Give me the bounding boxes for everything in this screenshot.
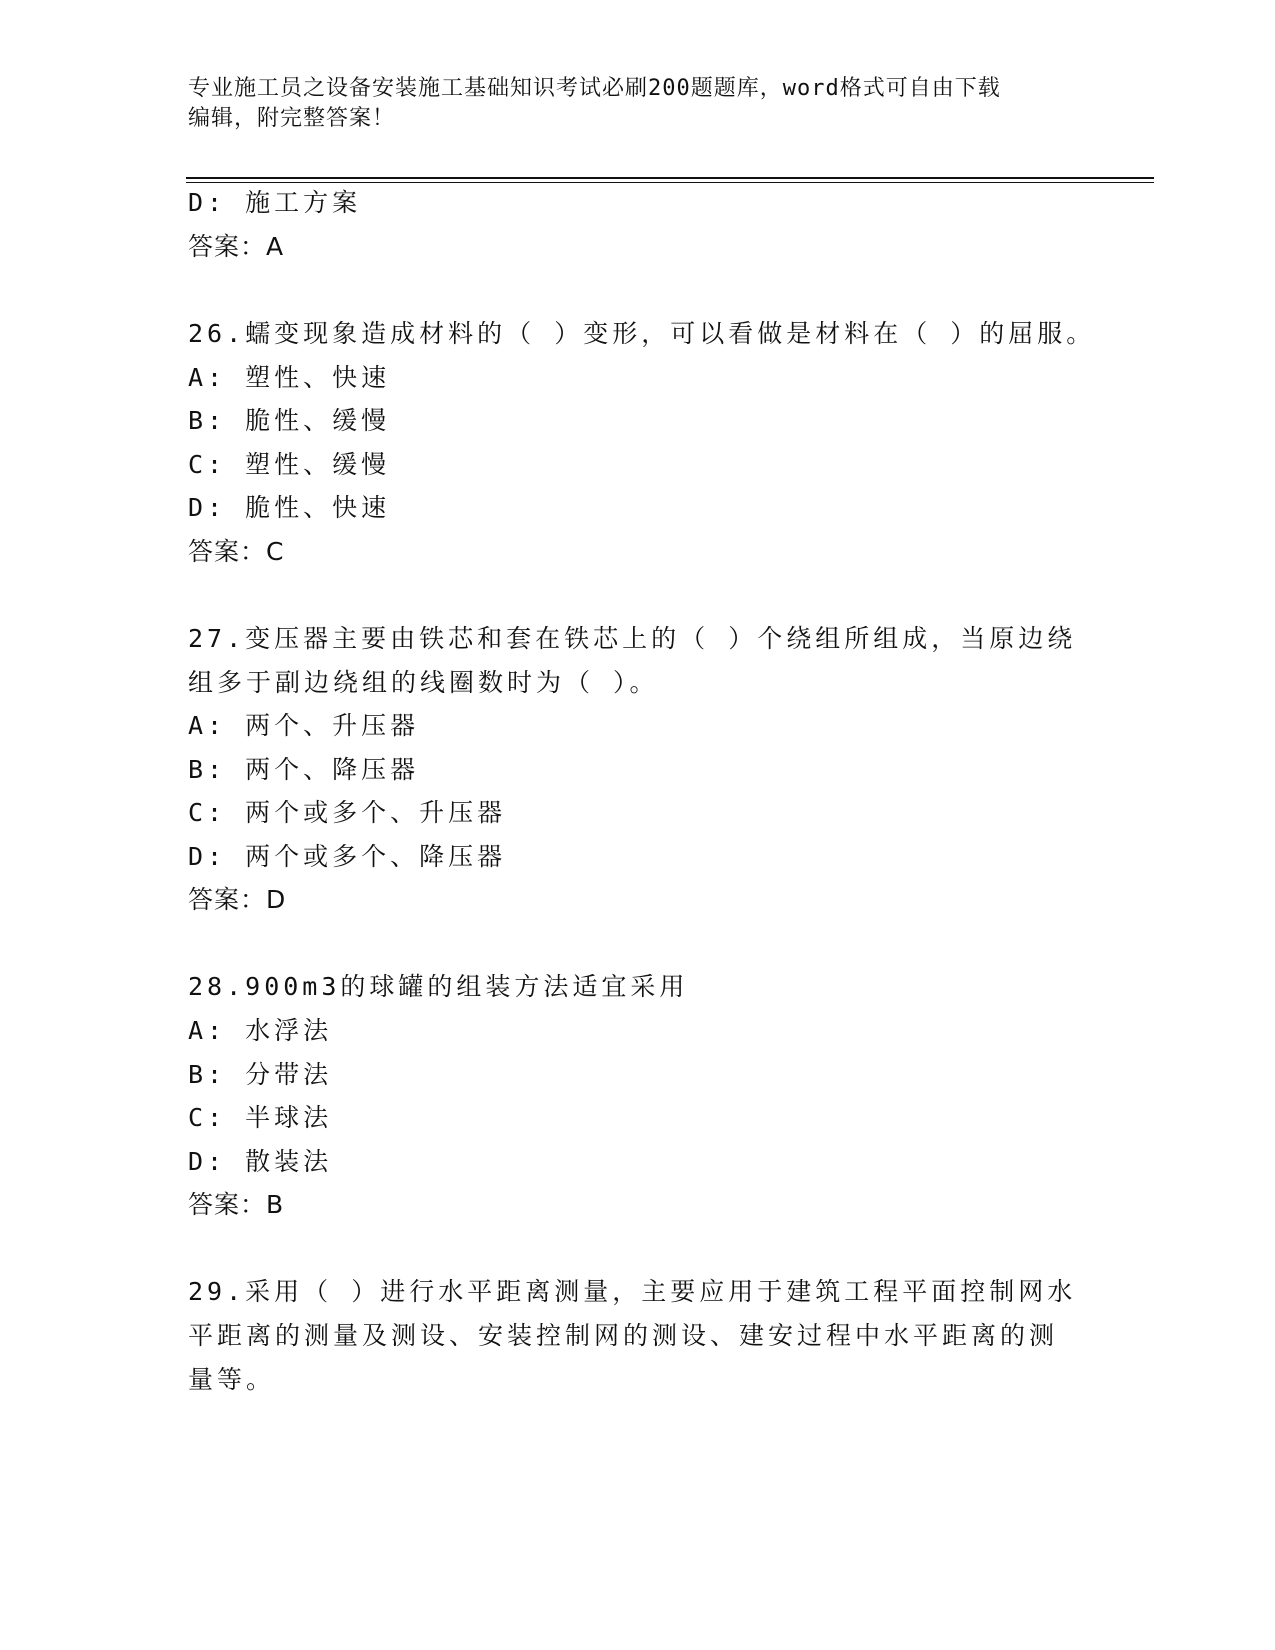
header-line-2: 编辑，附完整答案！ [188, 106, 396, 131]
header-line-1: 专业施工员之设备安装施工基础知识考试必刷200题题库，word格式可自由下载 [188, 76, 1001, 101]
prev-option-d: D: 施工方案 [188, 188, 362, 217]
q26-answer: 答案：C [188, 537, 285, 566]
header-rule-thick [186, 177, 1154, 179]
q26-option-b: B: 脆性、缓慢 [188, 406, 391, 435]
q29-question-line-1: 29.采用（ ）进行水平距离测量，主要应用于建筑工程平面控制网水 [188, 1277, 1077, 1306]
q27-question-line-1: 27.变压器主要由铁芯和套在铁芯上的（ ）个绕组所组成，当原边绕 [188, 624, 1077, 653]
q27-option-b: B: 两个、降压器 [188, 755, 420, 784]
q28-option-b: B: 分带法 [188, 1060, 333, 1089]
header-rule-thin [186, 182, 1154, 183]
q28-option-a: A: 水浮法 [188, 1016, 333, 1045]
q28-answer: 答案：B [188, 1190, 285, 1219]
q29-question-line-3: 量等。 [188, 1365, 276, 1394]
q27-answer: 答案：D [188, 885, 287, 914]
q26-option-a: A: 塑性、快速 [188, 363, 391, 392]
q29-question-line-2: 平距离的测量及测设、安装控制网的测设、建安过程中水平距离的测 [188, 1321, 1059, 1350]
q27-option-a: A: 两个、升压器 [188, 711, 420, 740]
q26-option-c: C: 塑性、缓慢 [188, 450, 391, 479]
q26-question: 26.蠕变现象造成材料的（ ）变形，可以看做是材料在（ ）的屈服。 [188, 319, 1096, 348]
q27-question-line-2: 组多于副边绕组的线圈数时为（ ）。 [188, 668, 659, 697]
q28-question: 28.900m3的球罐的组装方法适宜采用 [188, 972, 689, 1001]
q27-option-c: C: 两个或多个、升压器 [188, 798, 507, 827]
q28-option-c: C: 半球法 [188, 1103, 333, 1132]
page-header [188, 74, 1088, 134]
q28-option-d: D: 散装法 [188, 1147, 333, 1176]
q27-option-d: D: 两个或多个、降压器 [188, 842, 507, 871]
q26-option-d: D: 脆性、快速 [188, 493, 391, 522]
prev-answer: 答案：A [188, 232, 285, 261]
